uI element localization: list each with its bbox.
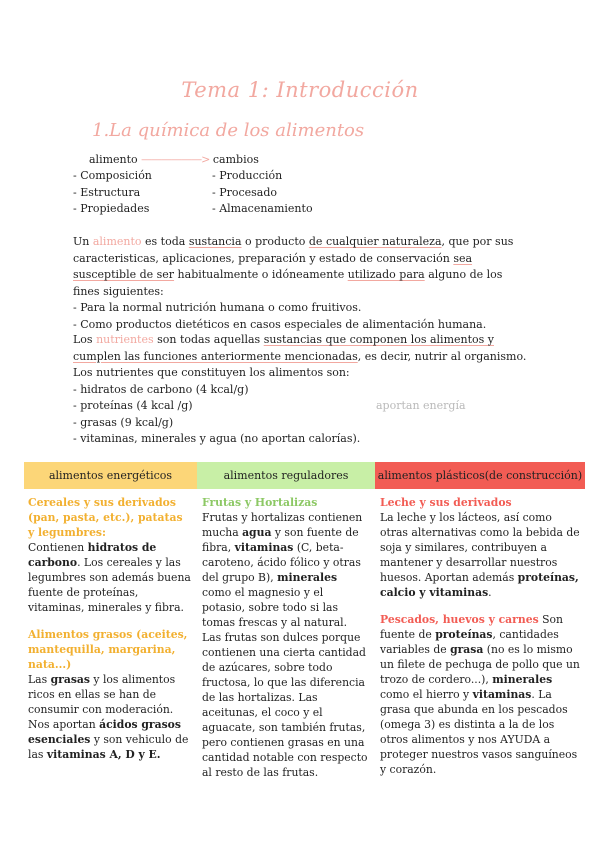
bold-text: vitaminas (472, 688, 532, 701)
group-heading: Frutas y Hortalizas (202, 496, 318, 509)
list-item: - Estructura (73, 185, 141, 199)
group-text (202, 510, 369, 780)
list-item: - grasas (9 kcal/g) (73, 415, 174, 429)
column-energeticos (24, 489, 197, 780)
list-item: - hidratos de carbono (4 kcal/g) (73, 382, 249, 396)
underlined-text: utilizado para (347, 268, 425, 281)
flow-arrow: ——————> (141, 153, 210, 166)
section-title: 1.La química de los alimentos (92, 120, 365, 141)
definition-alimento (73, 234, 531, 333)
text-run: habitualmente o idóneamente (174, 268, 348, 281)
text-run: como el hierro y (380, 688, 473, 701)
list-item: - Procesado (212, 185, 278, 199)
underlined-text: sea susceptible de ser (73, 251, 473, 281)
column-reguladores (197, 489, 375, 780)
text-run: como el magnesio y el potasio, sobre todo si las tomas frescas y al natural. Las frutas son dulces porque contienen una cierta cantidad de azúcares, sobre todo fructosa, lo que las diferencia de las hortalizas. Las aceitunas, el coco y el aguacate, son también frutas, pero contienen grasas en una cantidad notable con respecto al resto de las frutas. (202, 586, 368, 779)
text-run: . (488, 586, 492, 599)
text-run: Contienen (28, 541, 88, 554)
text-run: . La grasa que abunda en los pescados (omega 3) es distinta a la de los otros alimentos y nos AYUDA a proteger nuestros vasos sanguíneos y corazón. (380, 688, 578, 776)
list-item: - Almacenamiento (212, 202, 313, 215)
table-body (24, 489, 585, 780)
text-run: Los (73, 333, 97, 346)
bold-text: vitaminas (234, 541, 294, 554)
group-heading: Alimentos grasos (aceites, mantequilla, margarina, nata...) (28, 628, 188, 671)
bold-text: agua (242, 526, 272, 539)
text-run: o producto (241, 235, 309, 248)
flow-target: cambios (212, 153, 259, 166)
list-item: - Para la normal nutrición humana o como fruitivos. (73, 301, 362, 314)
bold-text: grasa (450, 643, 484, 656)
text-run: alguno de los fines siguientes: (73, 268, 503, 298)
keyword-alimento: alimento (92, 235, 142, 248)
text-run: (C, beta-caroteno, ácido fólico y otras del grupo B), (202, 541, 361, 584)
bold-text: vitaminas A, D y E. (46, 748, 161, 761)
group-text (380, 510, 581, 600)
group-text (380, 612, 581, 777)
energy-note: aportan energía (376, 399, 466, 412)
header-plasticos: alimentos plásticos(de construcción) (375, 462, 585, 489)
change-flow (89, 152, 259, 169)
underlined-text: sustancia (188, 235, 242, 248)
text-run: , cantidades variables de (380, 628, 559, 656)
list-item: - proteínas (4 kcal /g) (73, 399, 193, 412)
header-reguladores: alimentos reguladores (197, 462, 375, 489)
text-run: (no es lo mismo un filete de pechuga de pollo que un trozo de cordero...), (380, 643, 580, 686)
flow-right-list (212, 168, 313, 218)
bold-text: grasas (50, 673, 90, 686)
bold-text: proteínas, calcio y vitaminas (380, 571, 579, 599)
group-text (28, 672, 191, 762)
text-run: Son fuente de (380, 613, 563, 641)
text-run: Frutas y hortalizas contienen mucha (202, 511, 363, 539)
text-run: Un (73, 235, 93, 248)
text-run: y son vehiculo de las (28, 733, 189, 761)
bold-text: minerales (277, 571, 338, 584)
underlined-text: sustancias que componen los alimentos y cumplen las funciones anteriormente mencionadas (73, 333, 494, 363)
keyword-nutrientes: nutrientes (96, 333, 154, 346)
flow-left-list (73, 168, 152, 218)
text-run: , que por sus caracteristicas, aplicaciones, preparación y estado de conservación (73, 235, 514, 265)
list-item: - vitaminas, minerales y agua (no aportan calorías). (73, 432, 361, 445)
text-run: y son fuente de fibra, (202, 526, 359, 554)
text-run: La leche y los lácteos, así como otras alternativas como la bebida de soja y similares, contribuyen a mantener y desarrollar nuestros huesos. Aportan además (380, 511, 580, 584)
list-item: - Propiedades (73, 202, 150, 215)
column-plasticos (375, 489, 585, 780)
text-run: son todas aquellas (153, 333, 264, 346)
list-item: - Como productos dietéticos en casos especiales de alimentación humana. (73, 317, 487, 331)
group-text (28, 540, 191, 615)
bold-text: hidratos de carbono (28, 541, 157, 569)
definition-nutrientes (73, 332, 531, 448)
table-header (24, 462, 585, 489)
group-heading: Leche y sus derivados (380, 496, 512, 509)
text-run: es toda (141, 235, 189, 248)
group-heading: Cereales y sus derivados (pan, pasta, etc.), patatas y legumbres: (28, 496, 183, 539)
bold-text: proteínas (435, 628, 493, 641)
flow-source: alimento (89, 153, 138, 166)
underlined-text: de cualquier naturaleza (308, 235, 442, 248)
group-heading: Pescados, huevos y carnes (380, 613, 539, 626)
list-item: - Producción (212, 169, 283, 182)
header-energeticos: alimentos energéticos (24, 462, 197, 489)
list-item: - Composición (73, 169, 152, 182)
food-groups-table (24, 462, 585, 780)
text-run: , es decir, nutrir al organismo. Los nutrientes que constituyen los alimentos son: (73, 349, 527, 379)
text-run: . Los cereales y las legumbres son además buena fuente de proteínas, vitaminas, minerales y fibra. (28, 556, 191, 614)
text-run: Las (28, 673, 51, 686)
page-title: Tema 1: Introducción (181, 78, 419, 102)
text-run: y los alimentos ricos en ellas se han de consumir con moderación. Nos aportan (28, 673, 176, 731)
bold-text: ácidos grasos esenciales (28, 718, 181, 746)
bold-text: minerales (492, 673, 553, 686)
